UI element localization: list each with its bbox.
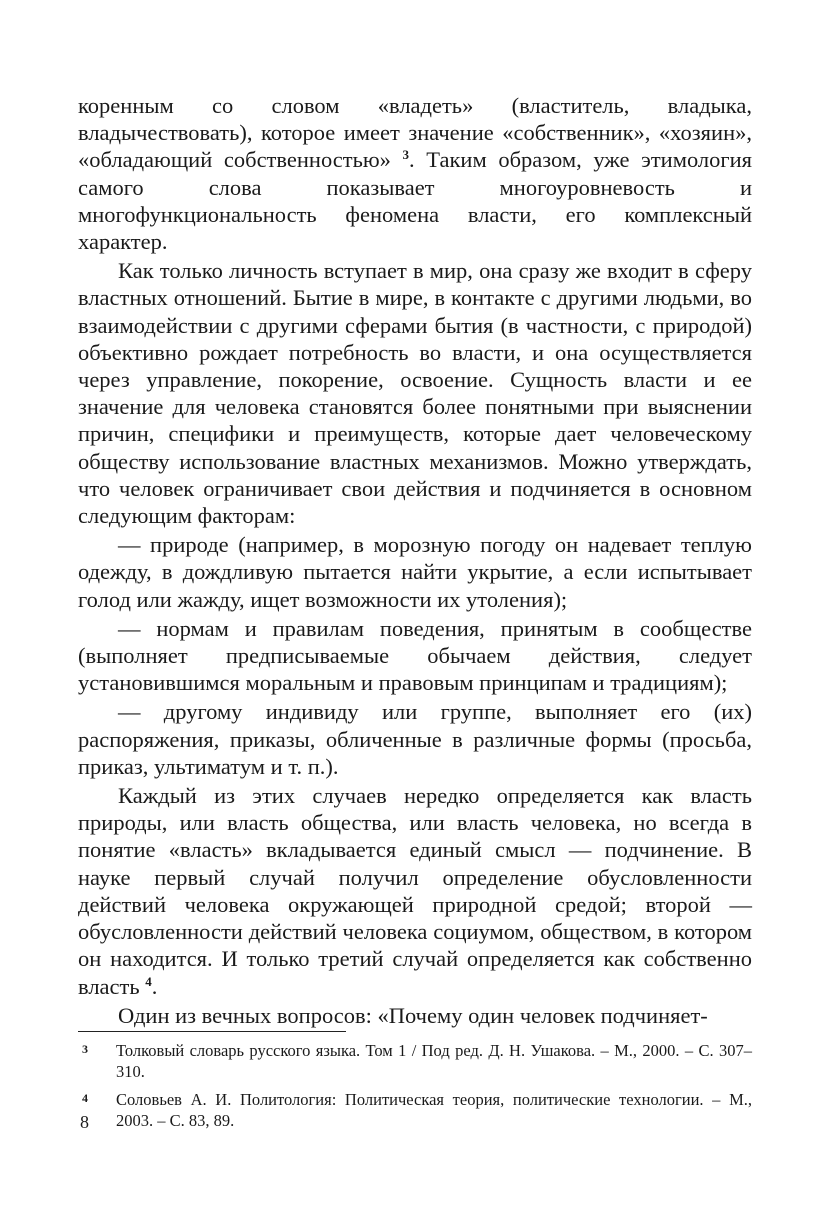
footnote-ref-3: 3: [402, 147, 410, 163]
paragraph-6-tail: .: [151, 973, 158, 999]
footnote-divider: [78, 1031, 346, 1032]
footnote-ref-4: 4: [145, 973, 152, 989]
footnote-4: [78, 1089, 752, 1131]
paragraph-2: Как только личность вступает в мир, она сразу же входит в сферу властных отношений. Бытие в мире, в контакте с другими людьми, во взаимодействии с другими сферами бытия (в частности, с природой) объективно рождает потребность во власти, и она осуществляется через управление, покорение, освоение. Сущность власти и ее значение для человека становятся более понятными при выяснении причин, специфики и преимуществ, которые дает человеческому обществу использование властных механизмов. Можно утверждать, что человек ограничивает свои действия и подчиняется в основном следующим факторам:: [78, 258, 752, 529]
paragraph-1-tail: . Таким образом, уже этимология самого слова показывает многоуровневость и многофункциональность феномена власти, его комплексный характер.: [78, 147, 752, 255]
paragraph-6-text: Каждый из этих случаев нередко определяется как власть природы, или власть общества, или власть человека, но всегда в понятие «власть» вкладывается единый смысл — подчинение. В науке первый случай получил определение обусловленности действий человека окружающей природной средой; второй — обусловленности действий человека социумом, обществом, в котором он находится. И только третий случай определяется как собственно власть: [78, 783, 752, 999]
footnote-number: 4: [82, 1090, 88, 1105]
footnote-number: 3: [82, 1041, 88, 1056]
paragraph-6: [78, 782, 752, 1000]
paragraph-3: — природе (например, в морозную погоду он надевает теплую одежду, в дождливую пытается найти укрытие, а если испытывает голод или жажду, ищет возможности их утоления);: [78, 532, 752, 612]
page: [78, 92, 752, 1138]
paragraph-7: Один из вечных вопросов: «Почему один человек подчиняет-: [118, 1002, 708, 1028]
footnote-text: Соловьев А. И. Политология: Политическая теория, политические технологии. – М., 2003. – С. 83, 89.: [116, 1089, 752, 1130]
paragraph-1: [78, 92, 752, 255]
paragraph-1-text: коренным со словом «владеть» (властитель, владыка, владычествовать), которое имеет значение «собственник», «хозяин», «обладающий собственностью»: [78, 93, 752, 173]
footnote-text: Толковый словарь русского языка. Том 1 / Под ред. Д. Н. Ушакова. – М., 2000. – С. 307–310.: [116, 1040, 752, 1081]
page-number: 8: [80, 1112, 89, 1132]
footnote-3: [78, 1040, 752, 1082]
paragraph-5: — другому индивиду или группе, выполняет его (их) распоряжения, приказы, обличенные в различные формы (просьба, приказ, ультиматум и т. п.).: [78, 699, 752, 779]
body-text: [78, 92, 752, 1029]
footnotes: [78, 1040, 752, 1131]
paragraph-4: — нормам и правилам поведения, принятым в сообществе (выполняет предписываемые обычаем действия, следует установившимся моральным и правовым принципам и традициям);: [78, 615, 752, 696]
